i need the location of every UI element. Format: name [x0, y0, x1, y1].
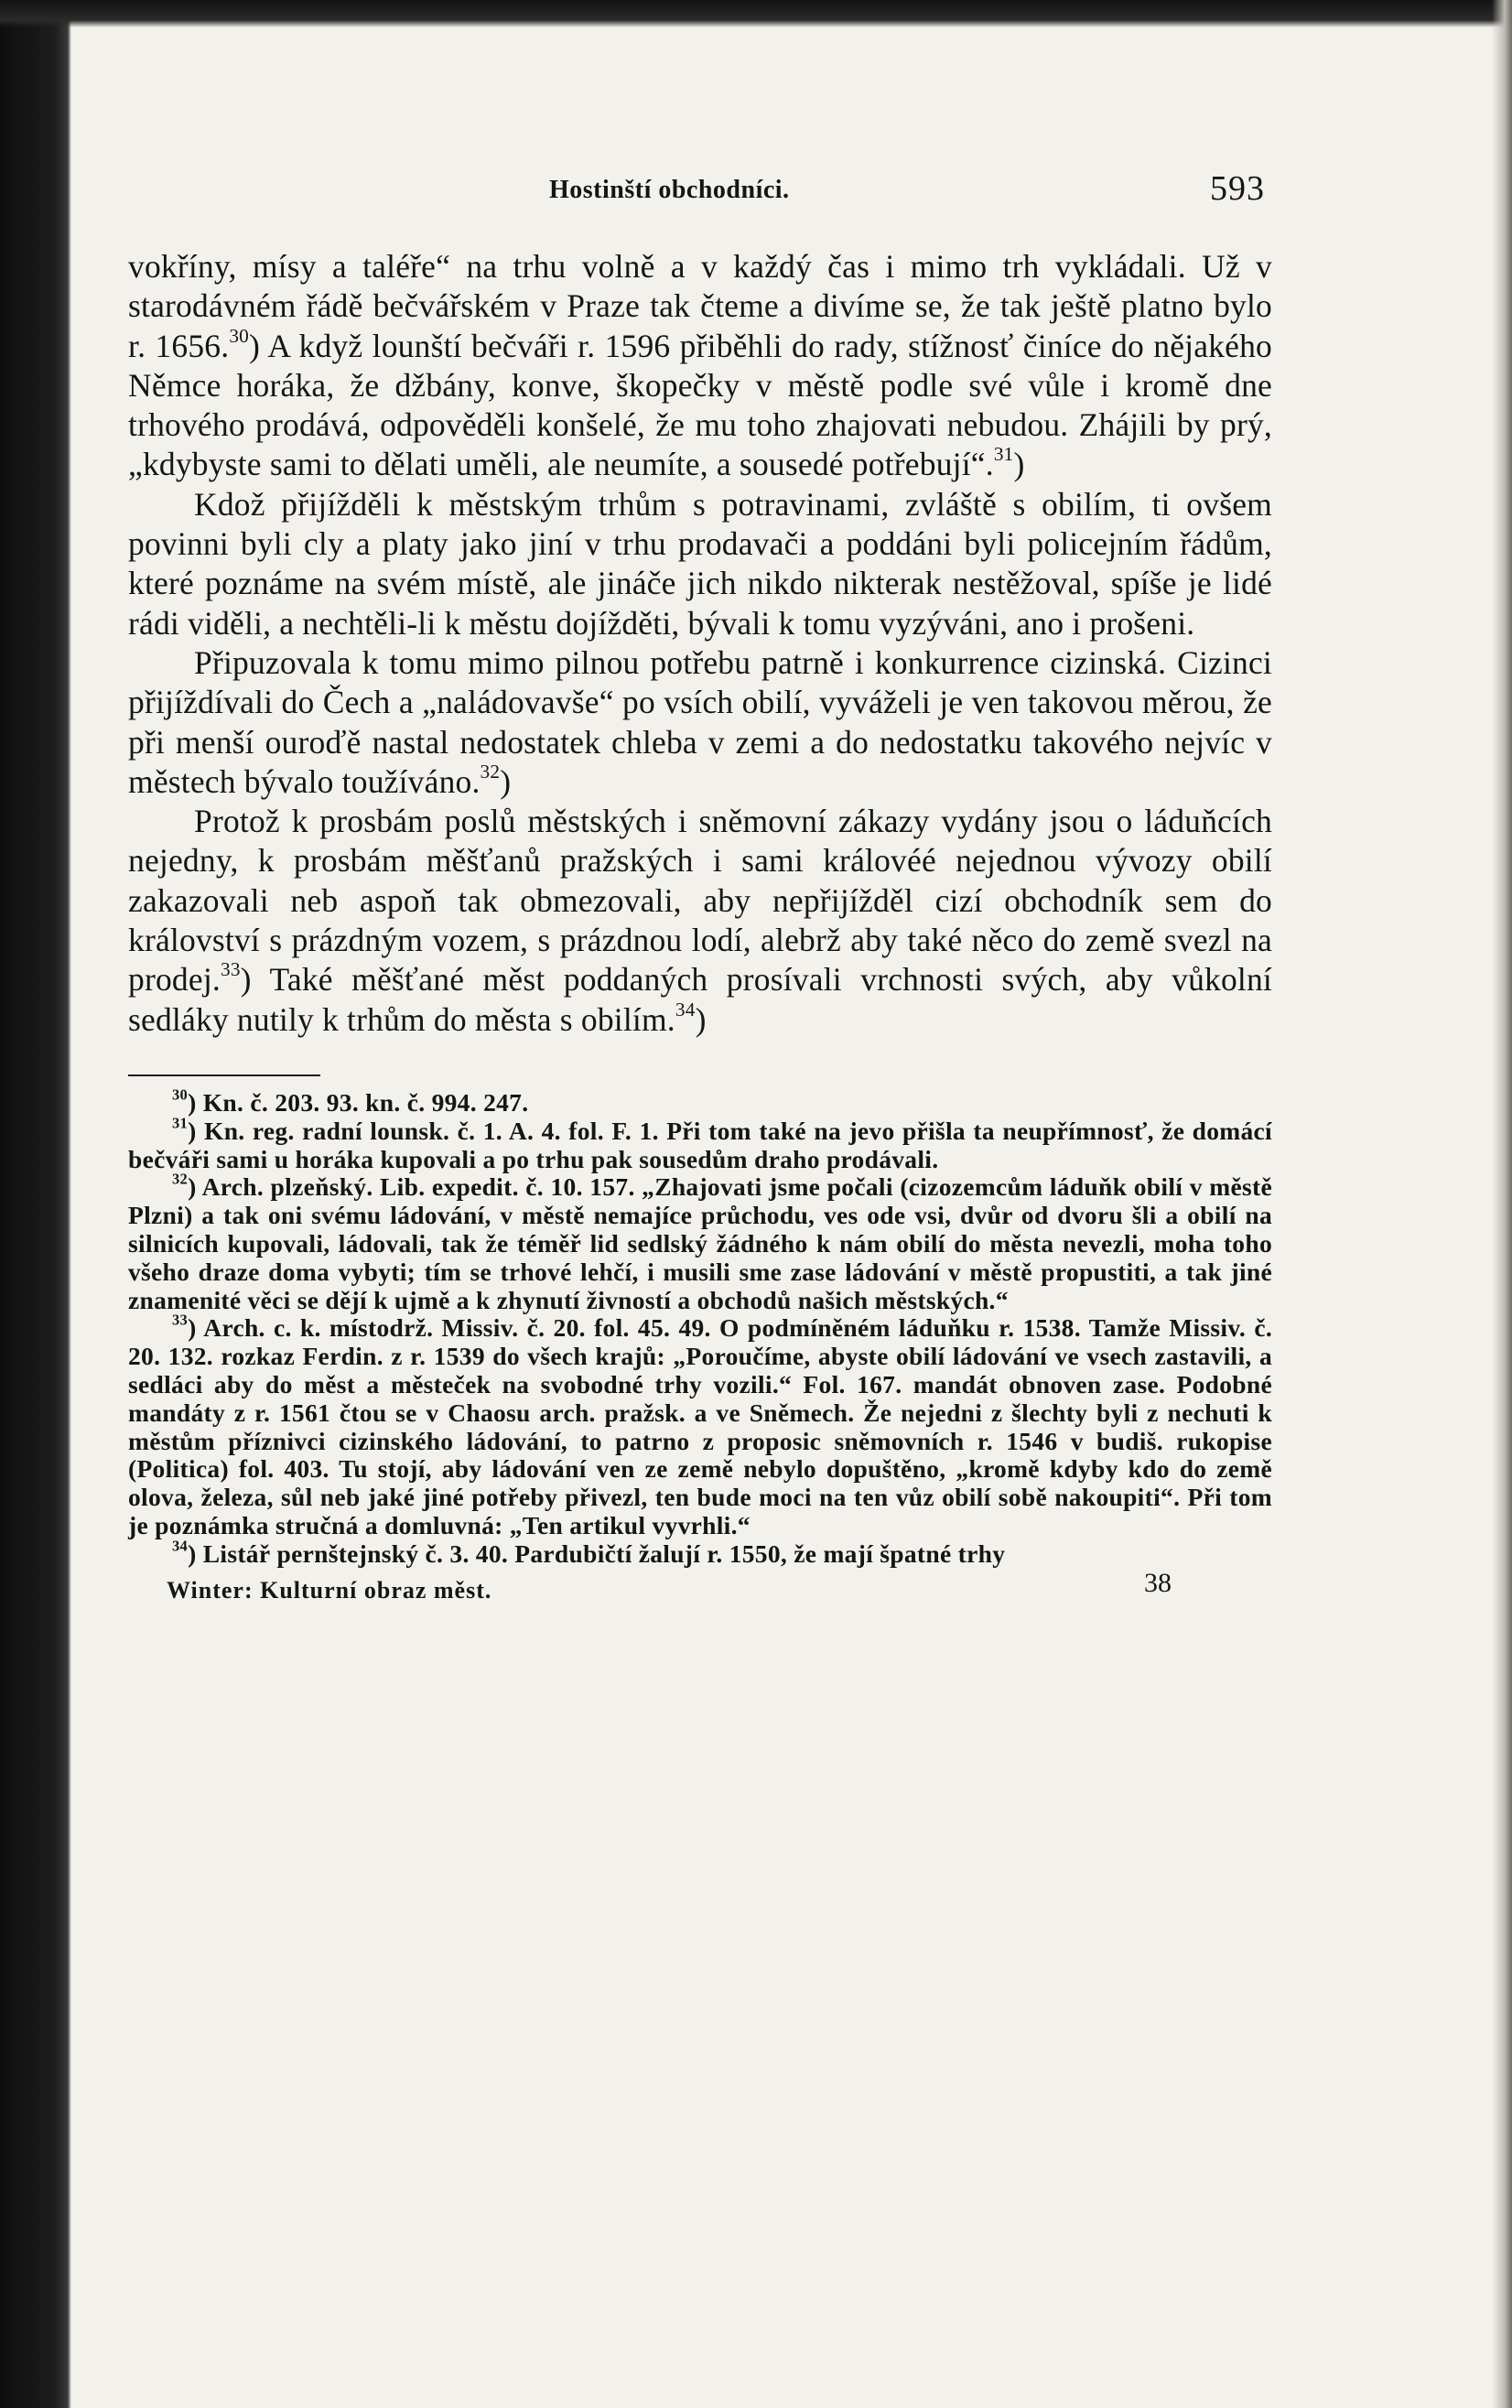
footnote-number: 31 [172, 1114, 189, 1132]
book-title: Winter: Kulturní obraz měst. [167, 1577, 492, 1604]
page-number: 593 [1210, 169, 1265, 208]
footnote-text: ) Arch. plzeňský. Lib. expedit. č. 10. 157. „Zhajovati jsme počali (cizozemcům láduňk obilí v městě Plzni) a tak oni svému ládování, v městě nemajíce průchodu, ves ode vsi, dvůr od dvoru šli a obilí na silnicích kupovali, ládovali, tak že téměř lid sedlský žádného k nám obilí do města nevezli, moha toho všeho draze doma vybyti; tím se trhové lehčí, i musili sme zase ládování v městě propustiti, a tak jiné znamenité věci se dějí k ujmě a k zhynutí živností a obchodů našich městských.“ [128, 1172, 1272, 1314]
footnote-reference: 34 [675, 998, 696, 1020]
body-paragraph [128, 802, 1272, 1040]
footnote-reference: 31 [993, 443, 1014, 466]
footnote-text: ) Kn. reg. radní lounsk. č. 1. A. 4. fol. F. 1. Při tom také na jevo přišla ta neupřímnosť, že domácí bečváři sami u horáka kupovali a po trhu pak sousedům draho prodávali. [128, 1116, 1272, 1173]
scan-binding-edge [0, 0, 71, 2408]
footnote-number: 30 [172, 1085, 189, 1104]
footnote [128, 1311, 1272, 1539]
paragraph-text: ) [1013, 446, 1025, 483]
paragraph-text: vokříny, mísy a taléře“ na trhu volně a v každý čas i mimo trh vykládali. Už v starodávném řádě bečvářském v Praze tak čteme a divíme se, že tak ještě platno bylo r. 1656. [128, 248, 1272, 364]
footnote [128, 1114, 1272, 1174]
paragraph-text: Protož k prosbám poslů městských i sněmovní zákazy vydány jsou o láduňcích nejedny, k prosbám měšťanů pražských i sami královéé nejednou vývozy obilí zakazovali neb aspoň tak obmezovali, aby nepřijížděl cizí obchodník sem do království s prázdným vozem, s prázdnou lodí, alebrž aby také něco do země svezl na prodej. [128, 803, 1272, 999]
footnote-number: 32 [172, 1170, 189, 1188]
scan-right-edge [1492, 0, 1512, 2408]
paragraph-text: Kdož přijížděli k městským trhům s potravinami, zvláště s obilím, ti ovšem povinni byli cly a platy jako jiní v trhu prodavači a poddáni byli policejním řádům, které poznáme na svém místě, ale jináče jich nikdo nikterak nestěžoval, spíše je lidé rádi viděli, a nechtěli-li k městu dojížděti, bývali k tomu vyzýváni, ano i prošeni. [128, 485, 1272, 642]
paragraph-text: ) Také měšťané měst poddaných prosívali vrchnosti svých, aby vůkolní sedláky nutily k trhům do města s obilím. [128, 961, 1272, 1038]
footnote-text: ) Kn. č. 203. 93. kn. č. 994. 247. [188, 1087, 529, 1117]
page-header [128, 156, 1272, 211]
scan-top-edge [0, 0, 1512, 27]
body-paragraph [128, 485, 1272, 643]
footnote [128, 1537, 1272, 1569]
paragraph-text: ) [500, 762, 512, 800]
footnote-text: ) Arch. c. k. místodrž. Missiv. č. 20. fol. 45. 49. O podmíněném láduňku r. 1538. Tamže Missiv. č. 20. 132. rozkaz Ferdin. z r. 1539 do všech krajů: „Poroučíme, abyste obilí ládování ve vsech zastavili, a sedláci aby do měst a městeček na svobodné trhy vozili.“ Fol. 167. mandát obnoven zase. Podobné mandáty z r. 1561 čtou se v Chaosu arch. pražsk. a ve Sněmech. Že nejedni z šlechty byli z nechuti k městům příznivci cizinského ládování, to patrno z proposic sněmovních r. 1546 v budiš. rukopise (Politica) fol. 403. Tu stojí, aby ládování ven ze země nebylo dopuštěno, „kromě kdyby kdo do země olova, železa, sůl neb jaké jiné potřeby přivezl, ten bude moci na ten vůz obilí sobě nakoupiti“. Při tom je poznámka stručná a domluvná: „Ten artikul vyvrhli.“ [128, 1313, 1272, 1539]
footnote-number: 33 [172, 1311, 189, 1329]
printer-signature: 38 [1144, 1568, 1172, 1599]
body-paragraph [128, 247, 1272, 485]
running-title: Hostinští obchodníci. [549, 176, 790, 204]
footnote-number: 34 [172, 1537, 189, 1555]
footnote [128, 1085, 1272, 1118]
paragraph-text: Připuzovala k tomu mimo pilnou potřebu patrně i konkurrence cizinská. Cizinci přijíždívali do Čech a „naládovavše“ po vsích obilí, vyváželi je ven takovou měrou, že při menší ouroďě nastal nedostatek chleba v zemi a do nedostatku takového nejvíc v městech bývalo toužíváno. [128, 643, 1272, 800]
footnote-reference: 33 [220, 958, 241, 981]
footnote-text: ) Listář pernštejnský č. 3. 40. Pardubičtí žalují r. 1550, že mají špatné trhy [188, 1539, 1006, 1568]
paragraph-text: ) A když lounští bečváři r. 1596 přiběhli do rady, stížnosť činíce do nějakého Němce horáka, že džbány, konve, škopečky v městě podle své vůle i kromě dne trhového prodává, odpověděli konšelé, že mu toho zhajovati nebudou. Zhájili by prý, „kdybyste sami to dělati uměli, ale neumíte, a sousedé potřebují“. [128, 327, 1272, 483]
footnote-reference: 32 [480, 760, 501, 783]
paragraph-text: ) [695, 1000, 707, 1038]
footnote [128, 1170, 1272, 1314]
footnotes [128, 1085, 1272, 1569]
footnote-divider [128, 1074, 320, 1076]
page-footer [128, 1568, 1272, 1608]
body-paragraph [128, 643, 1272, 802]
body-text [128, 247, 1272, 1040]
book-page [128, 156, 1272, 1608]
footnote-reference: 30 [229, 324, 250, 347]
